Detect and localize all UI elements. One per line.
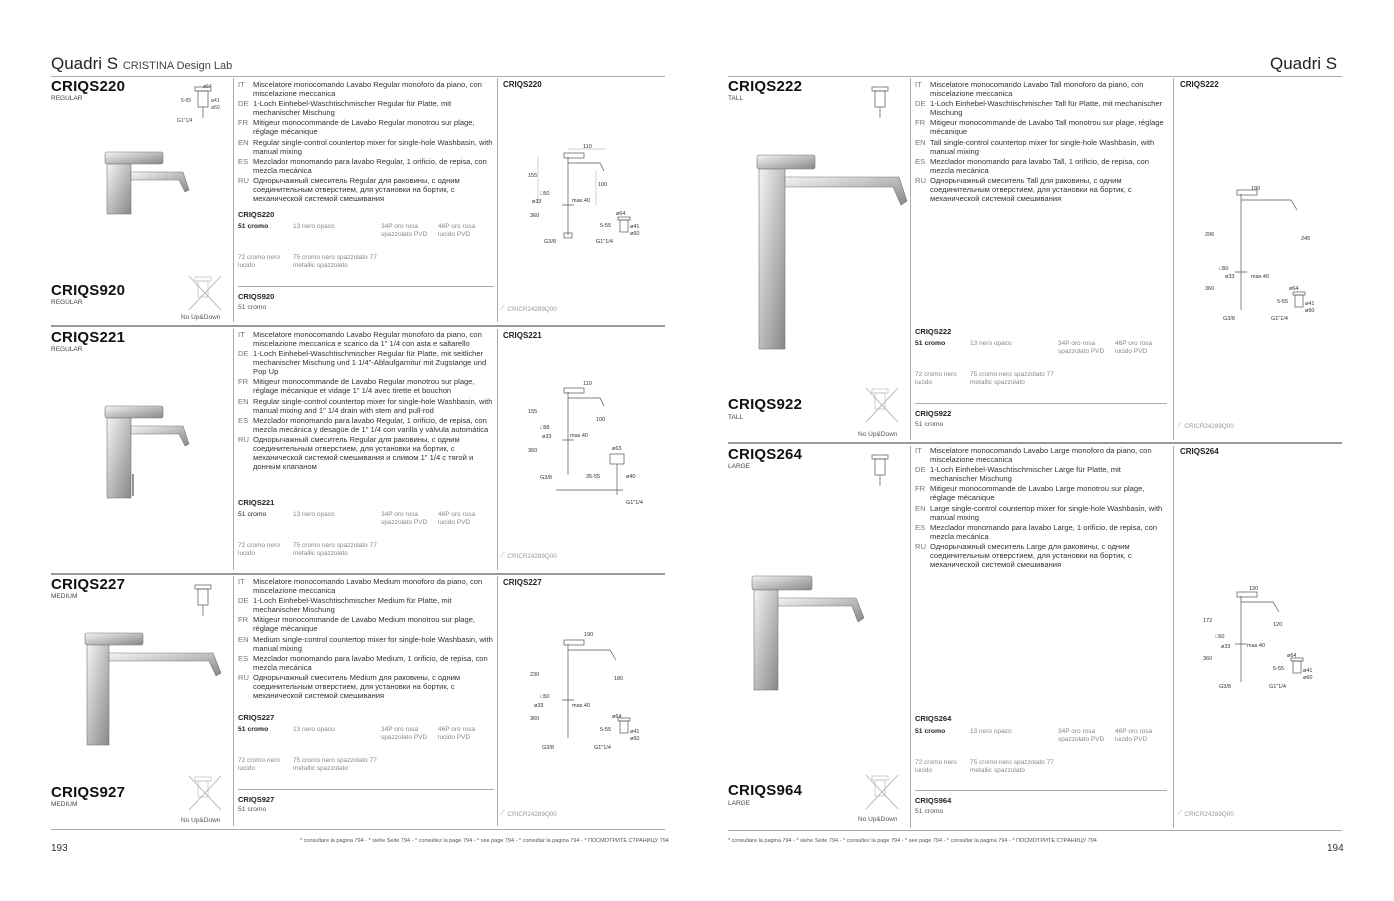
finish-72: 72 cromo nero lucido — [915, 371, 957, 386]
dim-label: ø33 — [534, 703, 544, 709]
dim-label: max.40 — [572, 198, 591, 204]
cartridge-icon: ⟋ — [1177, 422, 1182, 429]
desc-text: 1-Loch Einhebel-Waschtischmischer Regular für Platte, mit seitlicher mechanischer Mischung und 1 1/4"-Ablaufgarnitur mit Zugstange und Pop Up — [253, 349, 487, 377]
desc-text: Miscelatore monocomando Lavabo Regular monoforo da piano, con miscelazione meccanica — [253, 80, 482, 98]
divider — [1173, 78, 1174, 440]
dim-label: □50 — [540, 191, 550, 197]
dim-label: 35-55 — [586, 474, 601, 480]
divider — [910, 78, 911, 440]
finishes-table — [238, 511, 494, 561]
desc-text: Mitigeur monocommande de Lavabo Regular monotrou sur plage, réglage mécanique et vidage 1" 1/4 avec tirette et bouchon — [253, 377, 475, 396]
divider — [238, 286, 494, 287]
lang-code: RU — [915, 175, 926, 185]
dim-label: 110 — [583, 381, 592, 387]
lang-code: DE — [915, 99, 926, 109]
desc-text: Medium single-control countertop mixer for single-hole Washbasin, with manual mixing — [253, 634, 493, 653]
popup-waste-crossed-icon — [858, 386, 906, 426]
dim-label: max.40 — [572, 703, 591, 709]
alt-finish: 51 cromo — [238, 304, 267, 311]
finish-34: 34P oro rosa spazzolato PVD — [381, 511, 428, 526]
dim-label: 296 — [1205, 232, 1215, 238]
lang-code: DE — [915, 465, 926, 475]
technical-drawing — [528, 630, 653, 755]
lang-code: RU — [238, 434, 249, 444]
product-image-panel — [51, 78, 231, 324]
desc-text: Miscelatore monocomando Lavabo Large monoforo da piano, con miscelazione meccanica — [930, 446, 1152, 464]
desc-text: Однорычажный смеситель Medium для раковины, с одним соединительным отверстием, для установки на бортик, с механической системой смешивания — [253, 672, 461, 700]
finish-34: 34P oro rosa spazzolato PVD — [1058, 340, 1105, 355]
product-size: REGULAR — [51, 95, 83, 102]
dim-label: 360 — [528, 448, 538, 454]
divider — [238, 789, 494, 790]
divider — [1173, 446, 1174, 828]
dim-label: ø64 — [1287, 653, 1297, 659]
divider — [728, 830, 1342, 831]
finish-main: 51 cromo — [238, 726, 269, 733]
desc-text: 1-Loch Einhebel-Waschtischmischer Large für Platte, mit mechanischer Mischung — [930, 465, 1121, 484]
dim-label: ø41 — [1305, 301, 1315, 307]
finish-46: 46P oro rosa lucido PVD — [1115, 340, 1153, 355]
dim-label: ø33 — [1221, 644, 1231, 650]
alt-product-code: CRIQS922 — [728, 396, 803, 413]
dim-label: 180 — [614, 676, 624, 682]
finish-72: 72 cromo nero lucido — [238, 542, 280, 557]
lang-code: IT — [915, 80, 922, 89]
dim-label: 5-55 — [1273, 666, 1285, 672]
dim-label: ø60 — [1303, 675, 1313, 681]
no-updown-note: No Up&Down — [858, 431, 898, 438]
popup-waste-crossed-icon — [181, 274, 229, 314]
spare-part-ref — [1177, 422, 1234, 430]
lang-code: ES — [915, 156, 926, 166]
lang-code: RU — [238, 175, 249, 185]
ref-code: CRICR24289Q00 — [507, 810, 557, 818]
drawing-title: CRIQS227 — [503, 578, 542, 587]
lang-code: DE — [238, 99, 249, 109]
dim-label: G3/8 — [1223, 316, 1235, 322]
lang-code: IT — [238, 577, 245, 586]
lang-code: ES — [238, 653, 249, 663]
finish-13: 13 nero opaco — [293, 726, 335, 733]
desc-text: Mezclador monomando para lavabo Medium, 1 orificio, de repisa, con mezcla mecánica — [253, 653, 488, 672]
desc-text: Однорычажный смеситель Tall для раковины, с одним соединительным отверстием, для установки на бортик, с механической системой смешивания — [930, 175, 1132, 203]
desc-text: Mezclador monomando para lavabo Tall, 1 orificio, de repisa, con mezcla mecánica — [930, 156, 1149, 175]
dim-label: □50 — [540, 694, 550, 700]
divider — [233, 329, 234, 570]
divider — [728, 442, 1342, 444]
spare-part-ref — [500, 552, 557, 560]
finish-46: 46P oro rosa lucido PVD — [1115, 728, 1153, 743]
cartridge-icon: ⟋ — [500, 552, 505, 559]
dim-label: G1"1/4 — [177, 118, 193, 124]
finish-75: 75 cromo nero spazzolato 77 metallic spazzolato — [293, 757, 377, 772]
product-image-panel — [728, 78, 908, 440]
desc-text: Tall single-control countertop mixer for single-hole Washbasin, with manual mixing — [930, 137, 1155, 156]
lang-code: EN — [238, 396, 249, 406]
dim-label: □50 — [1219, 266, 1229, 272]
divider — [915, 403, 1167, 404]
finish-code: CRIQS221 — [238, 498, 275, 507]
page-number: 194 — [1327, 843, 1344, 854]
desc-text: Large single-control countertop mixer for single-hole Washbasin, with manual mixing — [930, 503, 1163, 522]
product-image-panel — [51, 329, 231, 569]
dim-label: G3/8 — [544, 239, 556, 245]
no-updown-note: No Up&Down — [181, 314, 221, 321]
technical-drawing — [1205, 180, 1330, 325]
alt-product-size: MEDIUM — [51, 801, 78, 808]
lang-code: FR — [915, 118, 926, 128]
desc-text: Однорычажный смеситель Regular для раковины, с одним соединительным отверстием, для установки на бортик, с механической системой смешивания — [253, 175, 460, 203]
technical-drawing — [528, 380, 653, 510]
divider — [51, 76, 665, 77]
dim-label: ø64 — [203, 84, 212, 90]
lang-code: RU — [238, 672, 249, 682]
finish-46: 46P oro rosa lucido PVD — [438, 223, 476, 238]
desc-text: Mezclador monomando para lavabo Regular, 1 orificio, de repisa, con mezcla mecánica — [253, 156, 487, 175]
description-block — [238, 80, 494, 204]
drawing-title: CRIQS221 — [503, 331, 542, 340]
series-title: Quadri S — [51, 54, 119, 73]
technical-drawing — [528, 145, 648, 245]
dim-label: max.40 — [570, 433, 589, 439]
divider — [497, 576, 498, 826]
lang-code: ES — [915, 522, 926, 532]
desc-text: Однорычажный смеситель Regular для раковины, с одним соединительным отверстием, для установки на бортик, с механической системой смешивания и сливом 1" 1/4 с тягой и донным клапаном — [253, 434, 474, 471]
finish-46: 46P oro rosa lucido PVD — [438, 726, 476, 741]
product-image-panel — [51, 576, 231, 826]
finish-main: 51 cromo — [238, 223, 269, 230]
finish-46: 46P oro rosa lucido PVD — [438, 511, 476, 526]
desc-text: Mezclador monomando para lavabo Large, 1 orificio, de repisa, con mezcla mecánica — [930, 522, 1158, 541]
dim-label: ø33 — [1225, 274, 1235, 280]
desc-text: 1-Loch Einhebel-Waschtischmischer Medium für Platte, mit mechanischer Mischung — [253, 596, 452, 615]
dim-label: ø41 — [211, 98, 220, 104]
description-block — [915, 446, 1167, 570]
faucet-photo-regular-popup — [101, 404, 241, 504]
dim-label: 5-55 — [1277, 299, 1289, 305]
finish-34: 34P oro rosa spazzolato PVD — [381, 726, 428, 741]
dim-label: ø41 — [630, 729, 640, 735]
finish-75: 75 cromo nero spazzolato 77 metallic spazzolato — [970, 371, 1054, 386]
popup-waste-icon — [177, 84, 229, 124]
dim-label: ø60 — [630, 736, 640, 742]
product-size: MEDIUM — [51, 593, 78, 600]
desc-text: Miscelatore monocomando Lavabo Regular monoforo da piano, con miscelazione meccanica e scarico da 1" 1/4 con asta e saltarello — [253, 330, 482, 348]
product-size: TALL — [728, 95, 744, 102]
popup-waste-icon — [858, 84, 906, 124]
series-title-right: Quadri S — [1270, 54, 1338, 73]
dim-label: 120 — [1273, 622, 1283, 628]
dim-label: 172 — [1203, 618, 1213, 624]
lang-code: IT — [238, 330, 245, 339]
alt-product-code: CRIQS927 — [51, 784, 126, 801]
dim-label: G3/8 — [540, 475, 552, 481]
alt-finish: 51 cromo — [915, 421, 944, 428]
drawing-title: CRIQS264 — [1180, 447, 1219, 456]
alt-finish-code: CRIQS964 — [915, 796, 952, 805]
finishes-table — [238, 223, 494, 273]
dim-label: ø41 — [630, 224, 640, 230]
product-code: CRIQS227 — [51, 576, 126, 593]
cartridge-icon: ⟋ — [500, 305, 505, 312]
lang-code: ES — [238, 156, 249, 166]
dim-label: 130 — [1249, 586, 1259, 592]
dim-label: G3/8 — [1219, 684, 1231, 690]
divider — [497, 329, 498, 570]
dim-label: □50 — [1215, 634, 1225, 640]
popup-waste-icon — [181, 582, 229, 622]
no-updown-note: No Up&Down — [181, 817, 221, 824]
dim-label: ø64 — [612, 714, 622, 720]
alt-product-code: CRIQS920 — [51, 282, 126, 299]
finish-13: 13 nero opaco — [293, 223, 335, 230]
product-code: CRIQS222 — [728, 78, 803, 95]
spare-part-ref — [500, 305, 557, 313]
dim-label: ø64 — [1289, 286, 1299, 292]
cartridge-icon: ⟋ — [1177, 810, 1182, 817]
desc-text: 1-Loch Einhebel-Waschtischmischer Tall für Platte, mit mechanischer Mischung — [930, 99, 1163, 118]
divider — [910, 446, 911, 828]
dim-label: 155 — [528, 409, 538, 415]
ref-code: CRICR24289Q00 — [1184, 810, 1234, 818]
finish-34: 34P oro rosa spazzolato PVD — [1058, 728, 1105, 743]
dim-label: 360 — [1203, 656, 1213, 662]
finish-34: 34P oro rosa spazzolato PVD — [381, 223, 428, 238]
alt-product-size: LARGE — [728, 800, 751, 807]
dim-label: ø60 — [630, 231, 640, 237]
dim-label: 155 — [528, 173, 538, 179]
desc-text: Mitigeur monocommande de Lavabo Regular monotrou sur plage, réglage mécanique — [253, 118, 475, 137]
popup-waste-crossed-icon — [858, 773, 906, 813]
ref-code: CRICR24289Q00 — [507, 305, 557, 313]
divider — [233, 78, 234, 322]
dim-label: ø63 — [612, 446, 622, 452]
dim-label: 230 — [530, 672, 540, 678]
lang-code: FR — [238, 615, 249, 625]
product-code: CRIQS264 — [728, 446, 803, 463]
desc-text: 1-Loch Einhebel-Waschtischmischer Regular für Platte, mit mechanischer Mischung — [253, 99, 452, 118]
dim-label: max.40 — [1251, 274, 1270, 280]
dim-label: 190 — [584, 632, 594, 638]
divider — [915, 790, 1167, 791]
finish-72: 72 cromo nero lucido — [238, 757, 280, 772]
lang-code: IT — [915, 446, 922, 455]
product-size: REGULAR — [51, 346, 83, 353]
lang-code: ES — [238, 415, 249, 425]
finish-main: 51 cromo — [915, 728, 946, 735]
footnote: * consultare la pagina 794 - * siehe Seite 794 - * consultez la page 794 - * see page 794 - * consultar la pagina 794 - * ПОСМОТРИТЕ СТРАНИЦУ 794 — [300, 838, 669, 844]
no-updown-note: No Up&Down — [858, 816, 898, 823]
dim-label: 190 — [1251, 186, 1261, 192]
divider — [233, 576, 234, 826]
dim-label: □58 — [540, 425, 550, 431]
divider — [497, 78, 498, 322]
lang-code: FR — [238, 118, 249, 128]
finish-13: 13 nero opaco — [970, 340, 1012, 347]
dim-label: G1"1/4 — [594, 745, 611, 751]
dim-label: 100 — [596, 417, 606, 423]
finishes-table — [915, 728, 1167, 778]
series-designer: CRISTINA Design Lab — [122, 60, 233, 72]
dim-label: ø33 — [532, 199, 542, 205]
alt-finish: 51 cromo — [238, 806, 267, 813]
page-number: 193 — [51, 843, 68, 854]
finish-75: 75 cromo nero spazzolato 77 metallic spazzolato — [293, 542, 377, 557]
dim-label: 100 — [598, 182, 608, 188]
finishes-table — [915, 340, 1167, 390]
dim-label: max.40 — [1247, 643, 1266, 649]
divider — [51, 573, 665, 575]
lang-code: EN — [915, 137, 926, 147]
lang-code: DE — [238, 349, 249, 359]
dim-label: 245 — [1301, 236, 1311, 242]
finish-code: CRIQS227 — [238, 713, 275, 722]
product-code: CRIQS221 — [51, 329, 126, 346]
finish-code: CRIQS222 — [915, 327, 952, 336]
finish-13: 13 nero opaco — [970, 728, 1012, 735]
finish-main: 51 cromo — [238, 511, 267, 518]
footnote: * consultare la pagina 794 - * siehe Seite 794 - * consultez la page 794 - * see page 794 - * consultar la pagina 794 - * ПОСМОТРИТЕ СТРАНИЦУ 794 — [728, 838, 1097, 844]
faucet-photo-regular — [101, 150, 241, 215]
desc-text: Mitigeur monocommande de Lavabo Large monotrou sur plage, réglage mécanique — [930, 484, 1145, 503]
desc-text: Mezclador monomando para lavabo Regular, 1 orificio, de repisa, con mezcla mecánica y desagüe de 1" 1/4 con varilla y válvula automática — [253, 415, 489, 434]
lang-code: FR — [238, 377, 249, 387]
desc-text: Mitigeur monocommande de Lavabo Medium monotrou sur plage, réglage mécanique — [253, 615, 476, 634]
ref-code: CRICR24289Q00 — [507, 552, 557, 560]
lang-code: EN — [915, 503, 926, 513]
desc-text: Regular single-control countertop mixer for single-hole Washbasin, with manual mixing — [253, 137, 493, 156]
finish-75: 75 cromo nero spazzolato 77 metallic spazzolato — [970, 759, 1054, 774]
alt-finish-code: CRIQS922 — [915, 409, 952, 418]
alt-finish-code: CRIQS920 — [238, 292, 275, 301]
dim-label: ø60 — [1305, 308, 1315, 314]
dim-label: 360 — [1205, 286, 1215, 292]
spare-part-ref — [500, 810, 557, 818]
lang-code: EN — [238, 634, 249, 644]
dim-label: 110 — [583, 144, 592, 150]
dim-label: 5-55 — [600, 223, 612, 229]
series-header-left — [51, 54, 232, 74]
product-image-panel — [728, 446, 908, 828]
dim-label: G1"1/4 — [626, 500, 643, 506]
popup-waste-icon — [858, 452, 906, 492]
dim-label: 360 — [530, 213, 540, 219]
desc-text: Однорычажный смеситель Large для раковины, с одним соединительным отверстием, для установки на бортик, с механической системой смешивания — [930, 541, 1132, 569]
desc-text: Miscelatore monocomando Lavabo Tall monoforo da piano, con miscelazione meccanica — [930, 80, 1144, 98]
dim-label: 360 — [530, 716, 540, 722]
divider — [51, 829, 665, 830]
drawing-title: CRIQS222 — [1180, 80, 1219, 89]
alt-finish-code: CRIQS927 — [238, 795, 275, 804]
divider — [51, 325, 665, 327]
faucet-photo-large — [748, 574, 888, 694]
dim-label: ø60 — [211, 105, 220, 111]
finishes-table — [238, 726, 494, 776]
finish-13: 13 nero opaco — [293, 511, 335, 518]
lang-code: RU — [915, 541, 926, 551]
drawing-title: CRIQS220 — [503, 80, 542, 89]
ref-code: CRICR24289Q00 — [1184, 422, 1234, 430]
dim-label: 5-55 — [600, 727, 612, 733]
alt-product-size: REGULAR — [51, 299, 83, 306]
dim-label: ø40 — [626, 474, 636, 480]
product-code: CRIQS220 — [51, 78, 126, 95]
cartridge-icon: ⟋ — [500, 810, 505, 817]
finish-code: CRIQS220 — [238, 210, 275, 219]
popup-waste-crossed-icon — [181, 774, 229, 814]
lang-code: DE — [238, 596, 249, 606]
alt-product-code: CRIQS964 — [728, 782, 803, 799]
alt-product-size: TALL — [728, 414, 744, 421]
desc-text: Miscelatore monocomando Lavabo Medium monoforo da piano, con miscelazione meccanica — [253, 577, 483, 595]
desc-text: Mitigeur monocommande de Lavabo Tall monotrou sur plage, réglage mécanique — [930, 118, 1164, 137]
lang-code: FR — [915, 484, 926, 494]
alt-finish: 51 cromo — [915, 808, 944, 815]
lang-code: IT — [238, 80, 245, 89]
desc-text: Regular single-control countertop mixer for single-hole Washbasin, with manual mixing and 1" 1/4 drain with stem and pull-rod — [253, 396, 493, 415]
technical-drawing — [1203, 582, 1328, 692]
lang-code: EN — [238, 137, 249, 147]
finish-main: 51 cromo — [915, 340, 946, 347]
dim-label: G1"1/4 — [1269, 684, 1286, 690]
dim-label: 5-55 — [181, 98, 192, 104]
dim-label: ø33 — [542, 434, 552, 440]
dim-label: G3/8 — [542, 745, 554, 751]
finish-code: CRIQS264 — [915, 714, 952, 723]
description-block — [915, 80, 1167, 204]
divider — [728, 76, 1342, 77]
dim-label: G1"1/4 — [596, 239, 613, 245]
faucet-photo-tall — [753, 153, 913, 353]
dim-label: ø64 — [616, 211, 626, 217]
description-block — [238, 577, 494, 701]
finish-72: 72 cromo nero lucido — [238, 254, 280, 269]
product-size: LARGE — [728, 463, 751, 470]
dim-label: G1"1/4 — [1271, 316, 1288, 322]
description-block — [238, 330, 494, 472]
finish-75: 75 cromo nero spazzolato 77 metallic spazzolato — [293, 254, 377, 269]
faucet-photo-medium — [81, 631, 231, 751]
spare-part-ref — [1177, 810, 1234, 818]
dim-label: ø41 — [1303, 668, 1313, 674]
finish-72: 72 cromo nero lucido — [915, 759, 957, 774]
